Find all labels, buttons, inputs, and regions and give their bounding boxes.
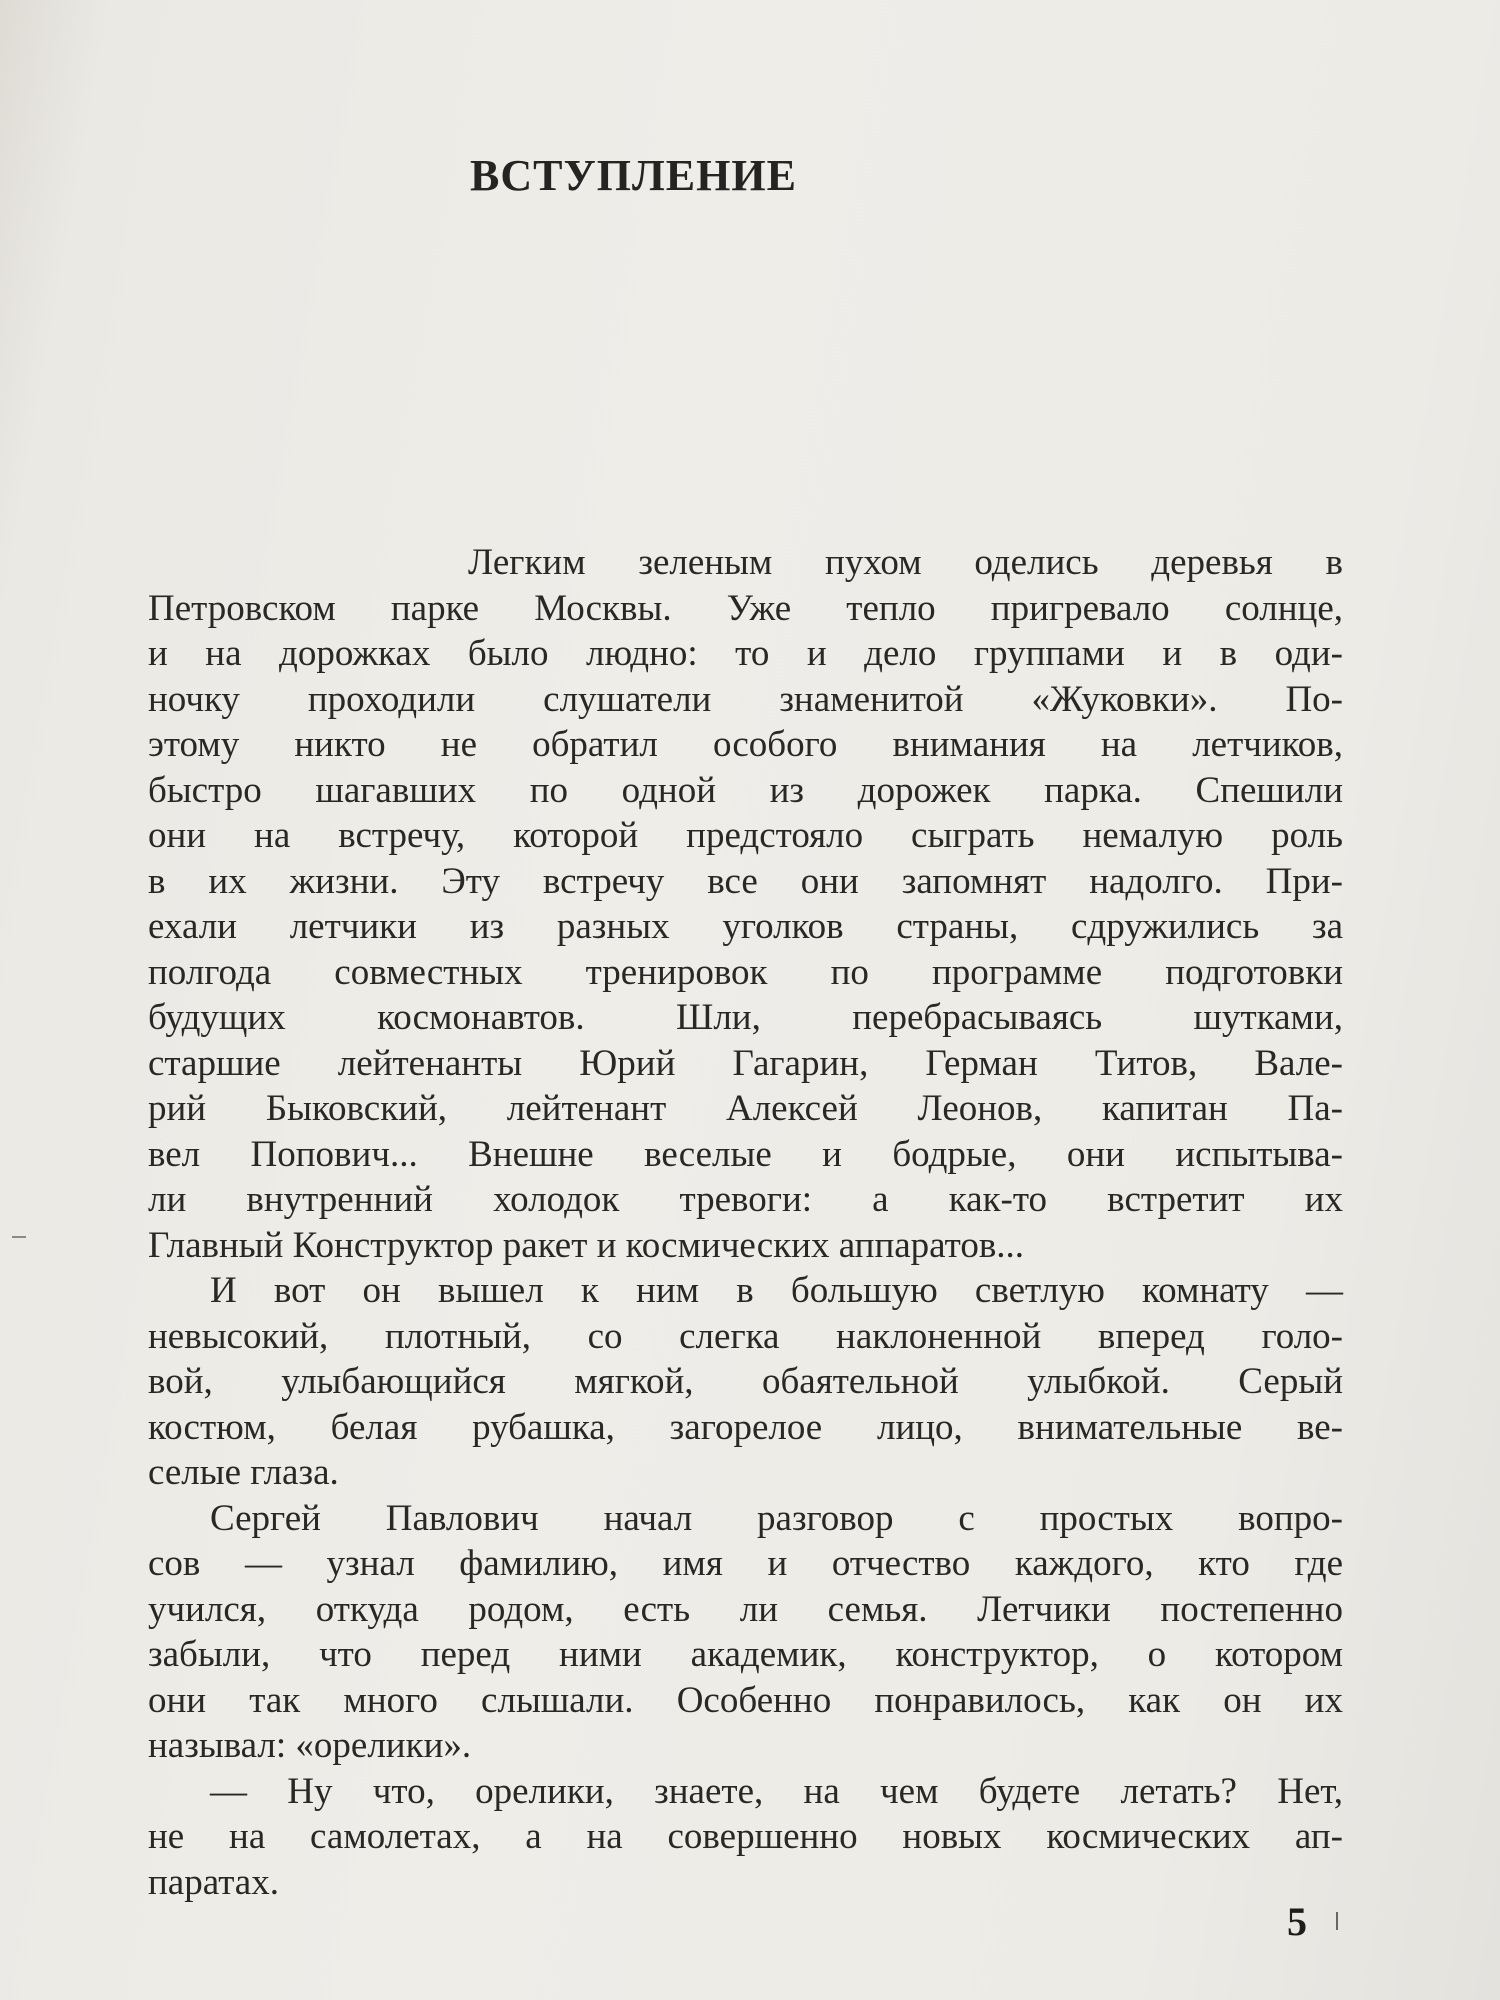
text-line: сов — узнал фамилию, имя и отчество каждого, кто где [148, 1543, 1343, 1584]
text-line: рий Быковский, лейтенант Алексей Леонов, капитан Па- [148, 1088, 1343, 1129]
text-line: паратах. [148, 1861, 279, 1903]
text-line: ли внутренний холодок тревоги: а как-то встретит их [148, 1179, 1343, 1220]
text-line: не на самолетах, а на совершенно новых космических ап- [148, 1816, 1343, 1857]
margin-mark [12, 1236, 26, 1238]
body-text [148, 540, 1343, 1905]
text-line: Главный Конструктор ракет и космических аппаратов... [148, 1224, 1025, 1266]
text-line: вел Попович... Внешне веселые и бодрые, они испытыва- [148, 1133, 1343, 1175]
text-line: — Ну что, орелики, знаете, на чем будете летать? Нет, [210, 1770, 1343, 1812]
text-line: забыли, что перед ними академик, конструктор, о котором [148, 1634, 1343, 1675]
text-line: называл: «орелики». [148, 1725, 472, 1766]
text-line: И вот он вышел к ним в большую светлую комнату — [210, 1270, 1343, 1311]
text-line: невысокий, плотный, со слегка наклоненной вперед голо- [148, 1315, 1343, 1357]
chapter-heading: ВСТУПЛЕНИЕ [470, 151, 797, 200]
text-line: этому никто не обратил особого внимания на летчиков, [148, 724, 1343, 765]
text-line: Легким зеленым пухом оделись деревья в [468, 542, 1343, 583]
page-number: 5 [1287, 1899, 1307, 1944]
text-line: вой, улыбающийся мягкой, обаятельной улыбкой. Серый [148, 1361, 1343, 1402]
text-line: Петровском парке Москвы. Уже тепло пригревало солнце, [148, 587, 1343, 629]
text-line: в их жизни. Эту встречу все они запомнят надолго. При- [148, 860, 1343, 902]
text-line: учился, откуда родом, есть ли семья. Летчики постепенно [148, 1588, 1343, 1630]
text-line: старшие лейтенанты Юрий Гагарин, Герман Титов, Вале- [148, 1042, 1343, 1084]
text-line: Сергей Павлович начал разговор с простых вопро- [210, 1497, 1343, 1539]
print-mark [1336, 1912, 1338, 1930]
text-line: костюм, белая рубашка, загорелое лицо, внимательные ве- [148, 1406, 1343, 1448]
text-line: ехали летчики из разных уголков страны, сдружились за [148, 906, 1343, 947]
text-line: ночку проходили слушатели знаменитой «Жуковки». По- [148, 678, 1343, 720]
text-line: и на дорожках было людно: то и дело группами и в оди- [148, 633, 1343, 674]
text-line: они так много слышали. Особенно понравилось, как он их [148, 1679, 1343, 1721]
text-line: селые глаза. [148, 1452, 339, 1493]
text-line: они на встречу, которой предстояло сыграть немалую роль [148, 815, 1343, 856]
text-line: полгода совместных тренировок по программе подготовки [148, 951, 1343, 993]
text-line: будущих космонавтов. Шли, перебрасываясь шутками, [148, 997, 1343, 1038]
text-line: быстро шагавших по одной из дорожек парка. Спешили [148, 769, 1343, 811]
